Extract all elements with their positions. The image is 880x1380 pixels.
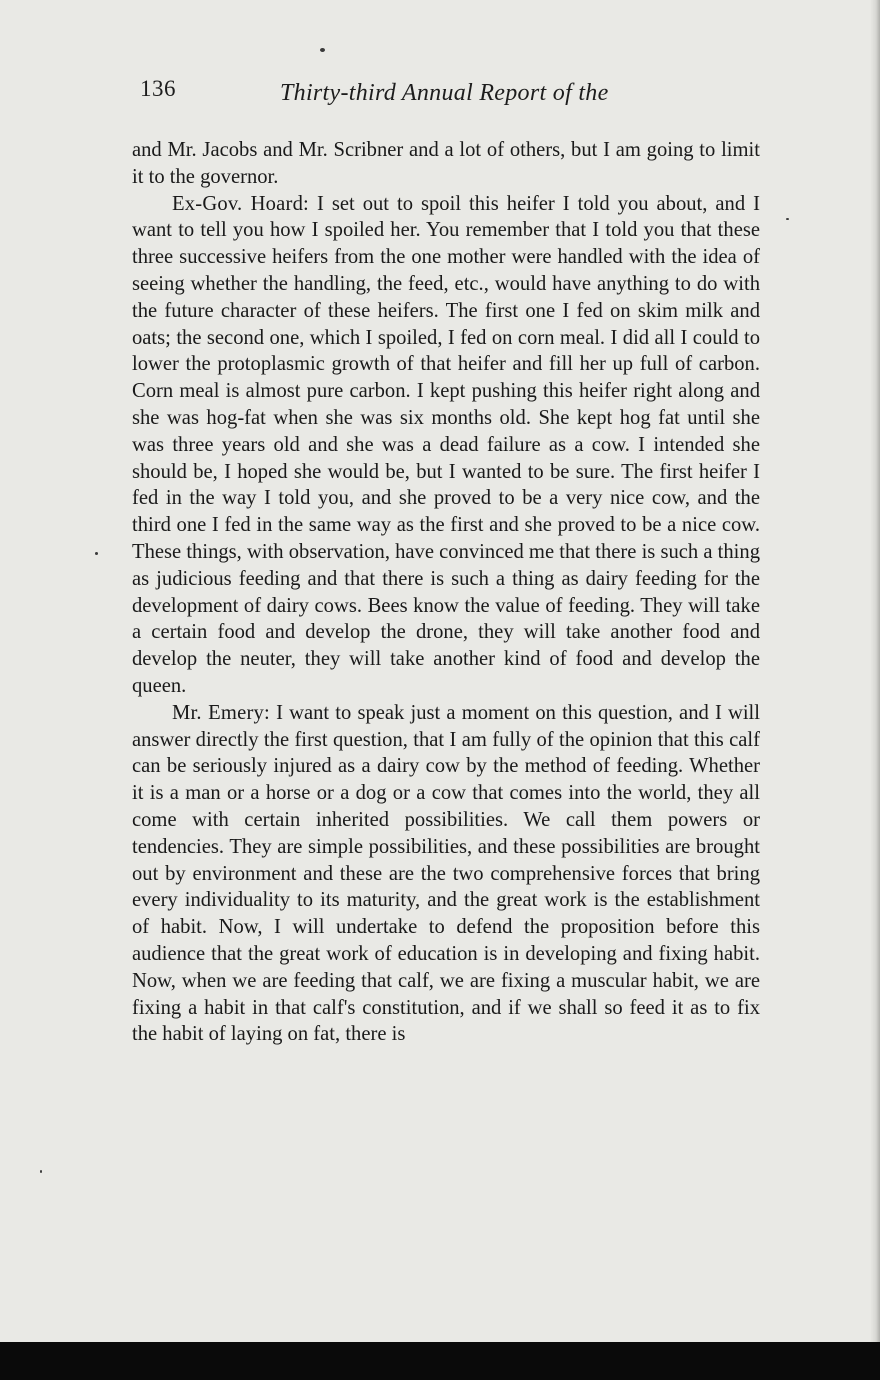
paragraph-text: and Mr. Jacobs and Mr. Scribner and a lot of others, but I am going to limit it to the governor. bbox=[132, 139, 760, 188]
speaker-name: Ex-Gov. Hoard: bbox=[172, 192, 309, 215]
page-number: 136 bbox=[140, 76, 176, 101]
page-header bbox=[140, 76, 660, 116]
speaker-name: Mr. Emery: bbox=[172, 701, 270, 724]
paragraph bbox=[132, 700, 760, 1048]
paragraph bbox=[132, 191, 760, 700]
paragraph-text: I want to speak just a moment on this question, and I will answer directly the first question, that I am fully of the opinion that this calf can be seriously injured as a dairy cow by the method of feeding. Whether it is a man or a horse or a dog or a cow that comes into the world, they all come with certain inherited possibilities. We call them powers or tendencies. They are simple possibilities, and these possibilities are brought out by environment and these are the two comprehensive forces that bring every individuality to its maturity, and the great work is the establishment of habit. Now, I will undertake to defend the proposition before this audience that the great work of education is in developing and fixing habit. Now, when we are feeding that calf, we are fixing a muscular habit, we are fixing a habit in that calf's constitution, and if we shall so feed it as to fix the habit of laying on fat, there is bbox=[132, 701, 760, 1046]
body-text bbox=[132, 137, 760, 1048]
ink-speck bbox=[40, 1170, 42, 1173]
running-head: Thirty-third Annual Report of the bbox=[280, 80, 609, 106]
ink-speck bbox=[320, 48, 325, 52]
page-edge-shadow bbox=[870, 0, 880, 1342]
ink-speck bbox=[95, 552, 98, 555]
paragraph bbox=[132, 137, 760, 191]
paragraph-text: I set out to spoil this heifer I told you about, and I want to tell you how I spoiled her. You remember that I told you that these three successive heifers from the one mother were handled with the idea of seeing whether the handling, the feed, etc., would have anything to do with the future character of these heifers. The first one I fed on skim milk and oats; the second one, which I spoiled, I fed on corn meal. I did all I could to lower the protoplasmic growth of that heifer and fill her up full of carbon. Corn meal is almost pure carbon. I kept pushing this heifer right along and she was hog-fat when she was six months old. She kept hog fat until she was three years old and she was a dead failure as a cow. I intended she should be, I hoped she would be, but I wanted to be sure. The first heifer I fed in the way I told you, and she proved to be a very nice cow, and the third one I fed in the same way as the first and she proved to be a nice cow. These things, with observation, have convinced me that there is such a thing as judicious feeding and that there is such a thing as dairy feeding for the development of dairy cows. Bees know the value of feeding. They will take a certain food and develop the drone, they will take another food and develop the neuter, they will take another kind of food and develop the queen. bbox=[132, 192, 760, 697]
ink-speck bbox=[786, 218, 789, 220]
